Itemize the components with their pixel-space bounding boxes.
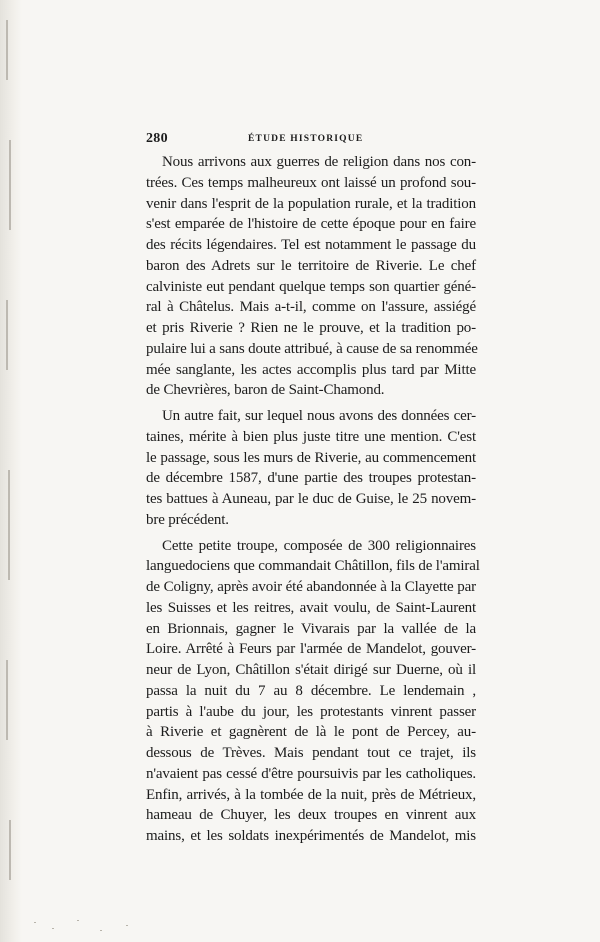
text-line: mée sanglante, les actes accomplis plus tard par Mitte	[146, 361, 476, 378]
text-line: partis à l'aube du jour, les protestants vinrent passer	[146, 703, 476, 720]
text-line: Un autre fait, sur lequel nous avons des données cer-	[162, 408, 476, 424]
text-line: Cette petite troupe, composée de 300 religionnaires	[162, 537, 476, 554]
page-number: 280	[146, 131, 168, 146]
text-line: de Coligny, après avoir été abandonnée à la Clayette par	[146, 579, 476, 595]
paragraph	[146, 152, 476, 401]
text-line: ral à Châtelus. Mais a-t-il, comme on l'assure, assiégé	[146, 299, 476, 316]
text-line: de Chevrières, baron de Saint-Chamond.	[146, 382, 385, 399]
text-line: mains, et les soldats inexpérimentés de Mandelot, mis	[146, 828, 476, 844]
text-line: n'avaient pas cessé d'être poursuivis par les catholiques.	[146, 765, 476, 782]
text-line: neur de Lyon, Châtillon s'était dirigé sur Duerne, où il	[146, 662, 476, 678]
text-line: bre précédent.	[146, 511, 229, 528]
text-line: passa la nuit du 7 au 8 décembre. Le lendemain ,	[146, 682, 476, 699]
text-line: à Riverie et gagnèrent de là le pont de Percey, au-	[146, 724, 476, 741]
body-text	[146, 152, 480, 847]
text-line: Nous arrivons aux guerres de religion dans nos con-	[162, 154, 476, 170]
page-header	[146, 131, 476, 149]
text-line: pulaire lui a sans doute attribué, à cause de sa renommée	[146, 340, 478, 357]
paragraph	[146, 406, 476, 531]
text-line: taines, mérite à bien plus juste titre une mention. C'est	[146, 428, 476, 445]
running-head: ÉTUDE HISTORIQUE	[248, 134, 364, 144]
text-line: Enfin, arrivés, à la tombée de la nuit, près de Métrieux,	[146, 786, 476, 803]
text-line: calviniste eut pendant quelque temps son quartier géné-	[146, 278, 476, 295]
text-line: venir dans l'esprit de la population rurale, et la tradition	[146, 195, 476, 212]
text-line: Loire. Arrêté à Feurs par l'armée de Mandelot, gouver-	[146, 641, 476, 658]
scan-noise	[30, 916, 150, 936]
text-line: trées. Ces temps malheureux ont laissé un profond sou-	[146, 174, 476, 191]
text-line: baron des Adrets sur le territoire de Riverie. Le chef	[146, 257, 476, 274]
paragraph	[146, 536, 480, 847]
text-line: languedociens que commandait Châtillon, fils de l'amiral	[146, 558, 480, 575]
text-line: des récits légendaires. Tel est notamment le passage du	[146, 237, 476, 253]
text-line: les Suisses et les reitres, avait voulu, de Saint-Laurent	[146, 599, 476, 616]
page-binding-edge	[0, 0, 22, 942]
text-line: et pris Riverie ? Rien ne le prouve, et la tradition po-	[146, 320, 476, 336]
text-line: tes battues à Auneau, par le duc de Guise, le 25 novem-	[146, 491, 476, 507]
text-line: le passage, sous les murs de Riverie, au commencement	[146, 449, 476, 466]
text-line: dessous de Trèves. Mais pendant tout ce trajet, ils	[146, 745, 476, 761]
text-line: hameau de Chuyer, les deux troupes en vinrent aux	[146, 807, 476, 824]
text-line: s'est emparée de l'histoire de cette époque pour en faire	[146, 216, 476, 233]
text-line: de décembre 1587, d'une partie des troupes protestan-	[146, 470, 476, 487]
text-line: en Brionnais, gagner le Vivarais par la vallée de la	[146, 620, 476, 637]
